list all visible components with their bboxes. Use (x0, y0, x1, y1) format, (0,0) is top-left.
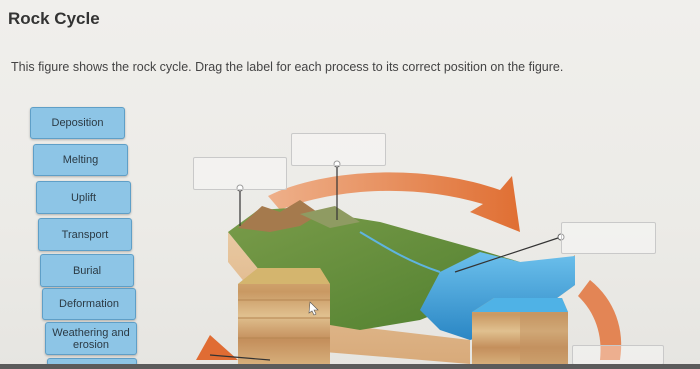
label-melting[interactable]: Melting (33, 144, 128, 176)
bottom-edge (0, 364, 700, 369)
rock-core-left (238, 268, 330, 364)
drop-zone-3[interactable] (561, 222, 656, 254)
label-deposition[interactable]: Deposition (30, 107, 125, 139)
rock-core-right (472, 298, 568, 364)
page-title: Rock Cycle (8, 9, 100, 28)
label-transport[interactable]: Transport (38, 218, 132, 251)
label-weathering-and-erosion[interactable]: Weathering and erosion (45, 322, 137, 355)
question-instructions: This figure shows the rock cycle. Drag the label for each process to its correct position on the figure. (11, 60, 564, 74)
label-burial[interactable]: Burial (40, 254, 134, 287)
drop-zone-4[interactable] (572, 345, 664, 365)
drop-zone-1[interactable] (193, 157, 287, 190)
label-deformation[interactable]: Deformation (42, 288, 136, 320)
drop-zone-2[interactable] (291, 133, 386, 166)
label-uplift[interactable]: Uplift (36, 181, 131, 214)
